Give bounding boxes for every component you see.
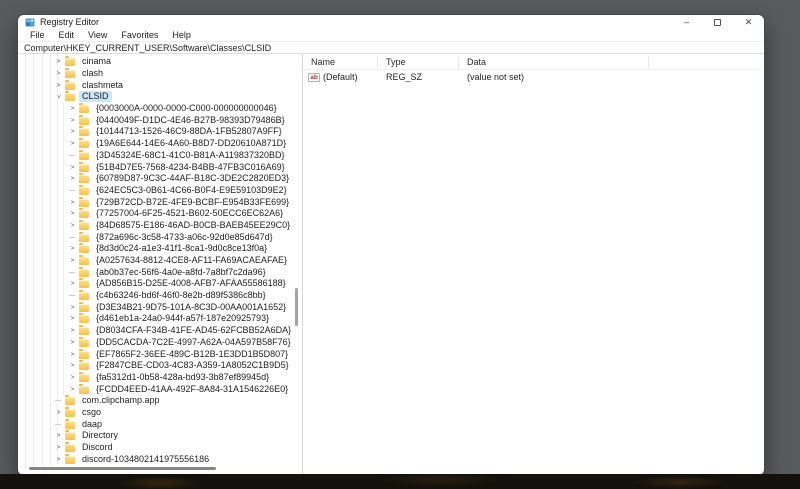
value-data: (value not set) (467, 72, 525, 82)
folder-icon (65, 421, 75, 429)
tree-item[interactable] (18, 114, 294, 126)
tree-connector (69, 237, 75, 238)
chevron-right-icon[interactable]: > (56, 70, 61, 78)
folder-icon (79, 222, 89, 230)
tree-item[interactable] (18, 161, 294, 173)
tree-item-label: {fa5312d1-0b58-428a-bd93-3b87ef89945d} (96, 371, 270, 382)
tree-item-label: {F2847CBE-CD03-4C83-A359-1A8052C1B9D5} (96, 360, 289, 371)
chevron-right-icon[interactable]: > (70, 385, 75, 393)
tree-item-label: {60789D87-9C3C-44AF-B18C-3DE2C2820ED3} (96, 173, 290, 184)
tree-item[interactable] (18, 231, 294, 243)
tree-item-label: {10144713-1526-46C9-88DA-1FB52807A9FF} (96, 126, 282, 137)
tree-item-label: {A0257634-8812-4CE8-AF11-FA69ACAEAFAE} (96, 255, 287, 266)
list-header (303, 54, 764, 70)
tree-item[interactable] (18, 138, 294, 150)
folder-icon (79, 339, 89, 347)
menu-file[interactable]: File (30, 30, 45, 40)
tree-connector (69, 155, 75, 156)
tree-item-label: clash (82, 68, 104, 79)
menu-favorites[interactable]: Favorites (121, 30, 159, 40)
menu-edit[interactable]: Edit (58, 30, 75, 40)
minimize-icon: – (683, 16, 689, 27)
string-value-icon: ab (308, 73, 320, 82)
folder-icon (65, 82, 75, 90)
tree-item[interactable] (18, 301, 294, 313)
tree-item-label: {0440049F-D1DC-4E46-B27B-98393D79486B} (96, 114, 285, 125)
window-controls (671, 15, 764, 29)
tree-item[interactable] (18, 325, 294, 337)
tree-item[interactable] (18, 196, 294, 208)
tree-item[interactable] (18, 91, 294, 103)
tree-item-label: {77257004-6F25-4521-B602-50ECC6EC62A6} (96, 208, 284, 219)
folder-icon (79, 292, 89, 300)
folder-icon (65, 93, 75, 101)
chevron-right-icon[interactable]: > (70, 105, 75, 113)
folder-icon (79, 152, 89, 160)
folder-icon (79, 362, 89, 370)
chevron-down-icon[interactable]: > (55, 95, 62, 99)
folder-icon (65, 432, 75, 440)
tree-item-label: csgo (82, 406, 102, 417)
tree-item-label: {19A6E644-14E6-4A60-B8D7-DD20610A871D} (96, 138, 287, 149)
tree-item-label: {FCDD4EED-41AA-492F-8A84-31A1546226E0} (96, 383, 289, 394)
chevron-right-icon[interactable]: > (70, 140, 75, 148)
tree-item[interactable] (18, 337, 294, 349)
tree-item[interactable] (18, 79, 294, 91)
chevron-right-icon[interactable]: > (70, 198, 75, 206)
tree-item[interactable] (18, 266, 294, 278)
folder-icon (79, 257, 89, 265)
tree-item[interactable] (18, 220, 294, 232)
tree-item[interactable] (18, 243, 294, 255)
menu-help[interactable]: Help (172, 30, 191, 40)
chevron-right-icon[interactable]: > (56, 455, 61, 463)
tree-item[interactable] (18, 255, 294, 267)
tree-item-label: daap (82, 418, 103, 429)
menu-view[interactable]: View (88, 30, 108, 40)
tree-item[interactable] (18, 453, 294, 465)
value-name-cell (303, 72, 378, 82)
folder-icon (65, 397, 75, 405)
folder-icon (79, 140, 89, 148)
folder-icon (79, 304, 89, 312)
folder-icon (79, 351, 89, 359)
folder-icon (65, 58, 75, 66)
tree-item[interactable] (18, 372, 294, 384)
tree-item[interactable] (18, 430, 294, 442)
tree-connector (55, 424, 61, 425)
menu-bar (18, 29, 764, 41)
chevron-right-icon[interactable]: > (56, 444, 61, 452)
folder-icon (79, 187, 89, 195)
folder-icon (79, 315, 89, 323)
folder-icon (79, 164, 89, 172)
registry-app-icon (25, 17, 35, 27)
tree-item-label: CLSID (79, 91, 112, 102)
tree-item-label: {AD856B15-D25E-4008-AFB7-AFAA55586188} (96, 278, 286, 289)
tree-item[interactable] (18, 68, 294, 80)
tree-item-label: {51B4D7E5-7568-4234-B4BB-47FB3C016A69} (96, 161, 285, 172)
close-icon: ✕ (744, 16, 753, 27)
folder-icon (79, 245, 89, 253)
tree-item-label: com.clipchamp.app (82, 395, 160, 406)
tree-item[interactable] (18, 173, 294, 185)
tree-item-label: Discord (82, 442, 113, 453)
chevron-right-icon[interactable]: > (70, 362, 75, 370)
folder-icon (79, 210, 89, 218)
folder-icon (79, 234, 89, 242)
folder-icon (79, 117, 89, 125)
folder-icon (79, 327, 89, 335)
tree-item[interactable] (18, 278, 294, 290)
tree-item[interactable] (18, 150, 294, 162)
folder-icon (65, 409, 75, 417)
tree-item[interactable] (18, 395, 294, 407)
tree-item-label: {D8034CFA-F34B-41FE-AD45-62FCBB52A6DA} (96, 325, 292, 336)
tree-item[interactable] (18, 313, 294, 325)
tree-connector (55, 400, 61, 401)
chevron-right-icon[interactable]: > (70, 175, 75, 183)
tree-item[interactable] (18, 185, 294, 197)
tree-pane (18, 54, 302, 476)
tree-item[interactable] (18, 126, 294, 138)
tree-item-label: {729B72CD-B72E-4FE9-BCBF-E954B33FE699} (96, 196, 290, 207)
tree-horizontal-scrollbar[interactable] (29, 467, 216, 470)
chevron-right-icon[interactable]: > (70, 245, 75, 253)
tree-item[interactable] (18, 103, 294, 115)
list-body (303, 70, 764, 84)
column-header-type[interactable]: Type (378, 56, 459, 68)
value-name: (Default) (323, 72, 358, 82)
tree-item-label: {8d3d0c24-a1e3-41f1-8ca1-9d0c8ce13f0a} (96, 243, 268, 254)
tree-item-label: {872a696c-3c58-4733-a06c-92d0e85d647d} (96, 231, 273, 242)
tree-vertical-scrollbar[interactable] (295, 288, 298, 326)
tree-item[interactable] (18, 407, 294, 419)
folder-icon (65, 444, 75, 452)
folder-icon (79, 386, 89, 394)
close-button[interactable] (733, 15, 764, 29)
tree-item-label: {EF7865F2-36EE-489C-B12B-1E3DD1B5D807} (96, 348, 289, 359)
tree-item-label: {d461eb1a-24a0-944f-a57f-187e20925793} (96, 313, 270, 324)
registry-editor-window (17, 14, 765, 476)
chevron-right-icon[interactable]: > (70, 373, 75, 381)
folder-icon (79, 280, 89, 288)
window-title: Registry Editor (40, 17, 100, 27)
tree-connector (69, 190, 75, 191)
tree-item[interactable] (18, 442, 294, 454)
content-area (18, 54, 764, 476)
chevron-right-icon[interactable]: > (70, 163, 75, 171)
tree-item-label: discord-1034802141975556186 (82, 453, 210, 464)
column-header-data[interactable]: Data (459, 56, 649, 68)
tree-item-label: {3D45324E-68C1-41C0-B81A-A119837320BD} (96, 149, 285, 160)
folder-icon (79, 269, 89, 277)
chevron-right-icon[interactable]: > (56, 408, 61, 416)
tree-item-label: {84D68575-E186-46AD-B0CB-BAEB45EE29C0} (96, 219, 291, 230)
address-bar[interactable] (18, 41, 764, 54)
folder-icon (65, 70, 75, 78)
tree-item[interactable] (18, 348, 294, 360)
title-bar[interactable] (18, 15, 764, 29)
registry-path: Computer\HKEY_CURRENT_USER\Software\Classes\CLSID (24, 42, 272, 53)
chevron-right-icon[interactable]: > (56, 432, 61, 440)
folder-icon (79, 175, 89, 183)
chevron-right-icon[interactable]: > (70, 338, 75, 346)
chevron-right-icon[interactable]: > (56, 58, 61, 66)
tree-item-label: {D3E34B21-9D75-101A-8C3D-00AA001A1652} (96, 301, 287, 312)
desktop-background-strip (0, 474, 800, 489)
tree (18, 56, 294, 465)
chevron-right-icon[interactable]: > (70, 257, 75, 265)
chevron-right-icon[interactable]: > (70, 280, 75, 288)
folder-icon (79, 199, 89, 207)
values-pane (303, 54, 764, 476)
tree-item-label: {ab0b37ec-56f6-4a0e-a8fd-7a8bf7c2da96} (96, 266, 266, 277)
maximize-icon (714, 19, 721, 26)
minimize-button[interactable] (671, 15, 702, 29)
value-row[interactable] (303, 70, 764, 84)
folder-icon (79, 105, 89, 113)
folder-icon (79, 374, 89, 382)
tree-item-label: cinama (82, 56, 112, 67)
maximize-button[interactable] (702, 15, 733, 29)
chevron-right-icon[interactable]: > (70, 128, 75, 136)
chevron-right-icon[interactable]: > (70, 221, 75, 229)
tree-item[interactable] (18, 418, 294, 430)
chevron-right-icon[interactable]: > (70, 350, 75, 358)
tree-connector (69, 272, 75, 273)
tree-item[interactable] (18, 56, 294, 68)
chevron-right-icon[interactable]: > (56, 81, 61, 89)
chevron-right-icon[interactable]: > (70, 327, 75, 335)
column-header-name[interactable]: Name (303, 56, 378, 68)
tree-item-label: {0003000A-0000-0000-C000-000000000046} (96, 103, 277, 114)
tree-item[interactable] (18, 208, 294, 220)
chevron-right-icon[interactable]: > (70, 210, 75, 218)
tree-item[interactable] (18, 360, 294, 372)
folder-icon (79, 128, 89, 136)
folder-icon (65, 456, 75, 464)
tree-item-label: clashmeta (82, 79, 124, 90)
chevron-right-icon[interactable]: > (70, 116, 75, 124)
chevron-right-icon[interactable]: > (70, 315, 75, 323)
value-type: REG_SZ (386, 72, 423, 82)
tree-connector (69, 295, 75, 296)
tree-item-label: Directory (82, 430, 119, 441)
tree-item-label: {624EC5C3-0B61-4C66-B0F4-E9E59103D9E2} (96, 184, 287, 195)
chevron-right-icon[interactable]: > (70, 303, 75, 311)
tree-item-label: {DD5CACDA-7C2E-4997-A62A-04A597B58F76} (96, 336, 291, 347)
tree-item-label: {c4b63246-bd6f-46f0-8e2b-d89f5386c8bb} (96, 290, 266, 301)
tree-item[interactable] (18, 383, 294, 395)
tree-item[interactable] (18, 290, 294, 302)
